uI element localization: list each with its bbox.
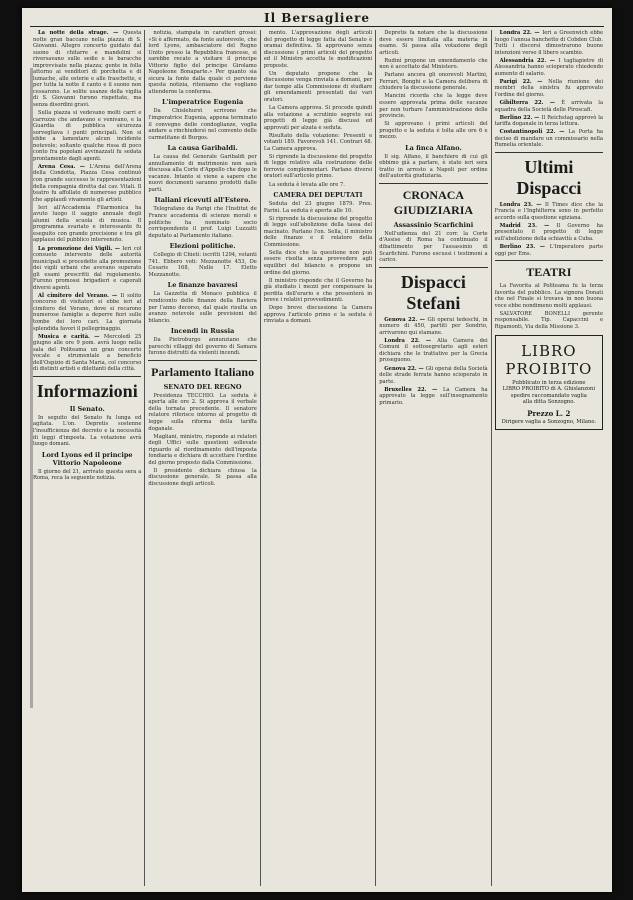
- article-text: Si approvano i primi articoli del progetto e la seduta è tolta alle ore 6 e mezzo.: [379, 121, 488, 141]
- article-paragraph: [495, 311, 603, 331]
- article-paragraph: [379, 154, 487, 180]
- ad-line: LIBRO PROIBITO di A. Ghislanzoni: [502, 386, 596, 393]
- article-paragraph: [148, 291, 256, 324]
- column-5: [491, 30, 606, 886]
- article-paragraph: [264, 305, 372, 325]
- article-text: Sulla piazza si vedevano molti carri e carrozze che andavano e venivano, e la Guardia di pubblica sicurezza sorvegliava i punti principali. Non si ebbe a lamentare alcun incidente notevole; soltanto qualche rissa di poco conto fra popolani avvinazzati fu sedata prontamente dagli agenti.: [33, 110, 142, 162]
- article-text: È arrivata la squadra della Società delle Piroscafi.: [494, 99, 604, 113]
- article-paragraph: [379, 121, 487, 141]
- article-lead: Londra 23. —: [499, 201, 546, 208]
- article-text: Il Governo ha presentato il progetto di legge sull'abolizione della schiavitù a Cuba.: [494, 222, 604, 243]
- article-text: Il Times dice che la Francia e l'Inghilterra sono in perfetto accordo sulla questione egiziana.: [494, 201, 604, 221]
- article-text: La Gazzetta di Monaco pubblica il rendiconto delle finanze della Baviera per l'anno decorso, dal quale risulta un avanzo notevole sulle previsioni del bilancio.: [148, 291, 257, 324]
- article-text: Depretis fa notare che la discussione deve essere limitata alla materia in esame. Si passa alla votazione degli articoli.: [379, 30, 488, 56]
- article-text: Si riprende la discussione del progetto di legge sull'abolizione della tassa del macinato. Parlano l'on. Sella, il ministro delle finanze e il relatore della Commissione.: [263, 215, 373, 248]
- article-text: Il Reichstag approvò la tariffa doganale in terza lettura.: [494, 114, 604, 128]
- article-lead: Genova 22. —: [384, 316, 428, 323]
- article-text: Un deputato propone che la discussione venga rinviata a domani, per dar tempo alla Commissione di studiare gli emendamenti presentati dai vari oratori.: [263, 70, 373, 103]
- section-headline: Parlamento Italiano: [151, 364, 255, 379]
- article-text: SALVATORE BONELLI gerente responsabile. Tip. Capaccini e Ripamonti, Via della Missione 3.: [494, 310, 604, 330]
- article-text: Il giorno del 21, arrivato questa sera a Roma, reca la seguente notizia.: [33, 468, 142, 482]
- article-paragraph: [379, 366, 487, 386]
- article-paragraph: [495, 115, 603, 128]
- article-lead: Londra 22. —: [384, 337, 438, 344]
- article-text: Magliani, ministro, risponde ai relatori degli Uffici sulle questioni sollevate riguardo al riordinamento dell'imposta fondiaria e dichiara di accettare l'ordine del giorno proposto dalla Commissione.: [148, 433, 257, 466]
- article-text: notizia, stampata in caratteri grossi: «Si è affermato, da fonte autorevole, che lord Lyons, ambasciatore del Regno Unito presso la Repubblica francese, si sarebbe recato a visitare il principe Vittorio figlio del principe Girolamo Napoleone Bonaparte.» Per quanto sia sicura la fonte dalla quale ci perviene questa notizia, riteniamo che vogliano attenderne la conferma.: [148, 30, 257, 95]
- ad-line: spedire raccomandato vaglia: [510, 392, 587, 399]
- article-paragraph: [495, 223, 603, 243]
- article-subhead: Elezioni politiche.: [169, 242, 236, 251]
- article-paragraph: [495, 283, 603, 309]
- article-text: Il solito concorso di visitatori si ebbe ieri al cimitero del Verano, dove si recarono numerose famiglie a deporre fiori sulle tombe dei loro cari. La giornata splendida favorì il pellegrinaggio.: [33, 292, 142, 332]
- rule-divider: [379, 267, 487, 268]
- rule-divider: [379, 183, 487, 184]
- article-text: Nella riunione dei membri della sinistra fu approvato l'ordine del giorno.: [494, 78, 604, 98]
- section-headline: CRONACA GIUDIZIARIA: [393, 187, 474, 217]
- article-paragraph: [33, 293, 141, 332]
- article-text: Risultato della votazione: Presenti e votanti 189. Favorevoli 141. Contrari 48. La Camera approva.: [263, 132, 373, 152]
- article-subhead: La finca Alfano.: [405, 143, 462, 152]
- text-columns: [30, 30, 606, 886]
- section-headline: TEATRI: [526, 265, 572, 280]
- article-paragraph: [264, 105, 372, 131]
- masthead: [30, 10, 604, 27]
- article-paragraph: [495, 30, 603, 56]
- advertisement-box: [495, 335, 603, 431]
- section-headline: Ultimi Dispacci: [516, 156, 582, 198]
- article-subhead: Le finanze bavaresi: [167, 281, 238, 290]
- article-paragraph: [33, 205, 141, 244]
- article-lead: Berlino 23. —: [499, 244, 550, 251]
- article-paragraph: [148, 154, 256, 193]
- section-headline: Informazioni: [36, 380, 138, 401]
- article-lead: Parigi 22. —: [499, 78, 549, 85]
- article-text: La Camera ha approvato la legge sull'insegnamento primario.: [379, 386, 488, 406]
- article-paragraph: [148, 337, 256, 357]
- article-paragraph: [264, 182, 372, 189]
- article-paragraph: [379, 58, 487, 71]
- column-4: [375, 30, 490, 886]
- article-lead: Musica e carità. —: [38, 333, 104, 340]
- article-paragraph: [379, 30, 487, 56]
- article-paragraph: [495, 129, 603, 149]
- article-text: mento. L'approvazione degli articoli del progetto di legge fatta dal Senato è oramai definitiva. Si approvano senza discussione i primi articoli del progetto ed il Ministro accetta le modificazioni proposte.: [263, 30, 373, 69]
- column-2: [144, 30, 259, 886]
- article-text: L'Imperatore parte oggi per Ems.: [494, 244, 604, 257]
- ad-title: LIBRO PROIBITO: [505, 341, 593, 378]
- article-text: Sella dice che la questione non può essere risolta senza provvedere agli equilibri del bilancio e propone un ordine del giorno.: [263, 249, 373, 276]
- article-paragraph: [379, 387, 487, 407]
- article-text: Il presidente dichiara chiusa la discussione generale. Si passa alla discussione degli articoli.: [148, 467, 257, 487]
- article-paragraph: [148, 206, 256, 239]
- article-paragraph: [33, 469, 141, 482]
- article-text: La Favorita al Politeama fu la terza favorita del pubblico. La signora Donati che nel Finale si trovava in non buona voce ebbe nondimeno molti applausi.: [494, 283, 604, 309]
- article-lead: Costantinopoli 22. —: [499, 129, 569, 136]
- article-subhead: CAMERA DEI DEPUTATI: [273, 191, 363, 200]
- article-text: In seguito del Senato fu lunga ed agitata. L'on. Depretis sostenne l'insufficienza del decreto e la necessità di leggi d'imposta. La votazione avrà luogo domani.: [33, 414, 142, 448]
- article-paragraph: [148, 108, 256, 141]
- article-lead: La promozione dei Vigili. —: [38, 245, 123, 252]
- article-text: Mercoledì 25 giugno alle ore 9 pom. avrà luogo nella sala del Politeama un gran concerto vocale e strumentale a beneficio dell'Ospizio di Santa Maria, col concorso di distinti artisti e dilettanti della città.: [33, 333, 142, 373]
- article-lead: Arena Cesa. —: [38, 163, 90, 170]
- newspaper-page: [22, 8, 612, 892]
- article-paragraph: [379, 231, 487, 264]
- article-text: Ieri a Greenwich ebbe luogo l'annua banchetto di Cobden Club. Tutti i discorsi dimostrarono buone intenzioni verso il libero scambio.: [494, 30, 604, 56]
- article-paragraph: [33, 30, 141, 109]
- article-text: La Camera approva. Si procede quindi alla votazione a scrutinio segreto sui progetti di legge già discussi ed approvati per alzata e seduta.: [263, 105, 373, 131]
- article-paragraph: [148, 393, 256, 432]
- article-paragraph: [495, 58, 603, 78]
- article-lead: Gibilterra 22. —: [499, 99, 562, 106]
- article-paragraph: [33, 246, 141, 292]
- article-subhead: SENATO DEL REGNO: [163, 382, 242, 391]
- article-lead: La notte della strage. —: [38, 30, 123, 36]
- ad-line: Pubblicato in terza edizione: [512, 379, 586, 386]
- masthead-title: Il Bersagliere: [263, 11, 371, 25]
- article-paragraph: [495, 244, 603, 257]
- article-paragraph: [148, 468, 256, 488]
- article-text: Rudinì propone un emendamento che non è accettato dal Ministero.: [379, 57, 488, 71]
- article-paragraph: [148, 434, 256, 467]
- article-paragraph: [379, 317, 487, 337]
- article-text: Telegrafano da Parigi che l'Institut de France accademia di scienze morali e politiche ha nominato socio corrispondente il prof. Luigi Luzzatti deputato al Parlamento italiano.: [148, 206, 257, 239]
- article-text: La Porta ha deciso di mandare un commissario nella Rumelia orientale.: [494, 129, 604, 149]
- article-text: Il sig. Alfano, il banchiere di cui gli ebbimo già a parlare, è stato ieri sera tratto in arresto a Napoli per ordine dell'autorità giudiziaria.: [379, 153, 488, 180]
- article-subhead: Incendi in Russia: [170, 327, 235, 336]
- article-text: Gli operai tedeschi, in numero di 450, partiti per Sondrio, arrivarono qui stamane.: [379, 316, 488, 336]
- ad-price: Prezzo L. 2: [527, 408, 571, 418]
- article-text: Il ministro risponde che il Governo ha già studiato i mezzi per compensare la perdita dell'erario e che presenterà in breve i relativi provvedimenti.: [263, 277, 373, 304]
- article-text: Da Chislehurst scrivono che l'imperatrice Eugenia, appena terminato il convegno delle condoglianze, voglia andare a rinchiudersi nel convento delle carmelitane di Burgos.: [148, 108, 257, 141]
- article-lead: Berlino 22. —: [499, 114, 542, 121]
- article-paragraph: [495, 79, 603, 99]
- article-paragraph: [264, 133, 372, 153]
- article-paragraph: [33, 164, 141, 203]
- article-subhead: Assassinio Scarfichini: [393, 220, 474, 229]
- article-paragraph: [264, 278, 372, 304]
- article-text: Mancini ricorda che la legge deve essere approvata prima delle vacanze per non turbare l'amministrazione delle provincie.: [379, 93, 488, 120]
- section-headline: Dispacci Stefani: [400, 271, 466, 313]
- article-paragraph: [264, 71, 372, 104]
- article-subhead: L'imperatrice Eugenia: [161, 98, 244, 107]
- article-text: Questa notte gran baccano nella piazza di S. Giovanni. Allegro concerto guidato dal suono di chitarre e mandolini si riversavano sulle sedie e le baracche improvvisate nella piazza; gente in folla attorno ai venditori di porchetta e di lumache, alle osterie e alle fraschette, e per tutta la notte il canto e il suono non cessarono. Le solite usanze della vigilia di S. Giovanni furono rispettate, ma senza disordini gravi.: [33, 30, 142, 109]
- article-paragraph: [33, 110, 141, 162]
- column-3: [260, 30, 375, 886]
- rule-divider: [33, 376, 141, 377]
- article-paragraph: [379, 93, 487, 119]
- rule-divider: [495, 260, 603, 261]
- article-text: Si riprende la discussione del progetto di legge relativo alla costruzione delle ferrovie complementari. Parlano diversi oratori sull'articolo primo.: [263, 153, 373, 180]
- article-paragraph: [495, 100, 603, 113]
- article-paragraph: [33, 415, 141, 448]
- article-text: Parlano ancora gli onorevoli Martini, Ferrari, Bonghi e la Camera delibera di chiudere la discussione generale.: [379, 72, 488, 92]
- article-text: Collegio di Chieti: iscritti 1294, votanti 741. Ebbero voti: Mezzanotte 453, De Cesaris 168, Nulle 17. Eletto Mezzanotte.: [148, 252, 257, 278]
- article-paragraph: [264, 250, 372, 276]
- article-paragraph: [33, 334, 141, 373]
- article-text: L'Arena dell'Arena della Condotta, Piazza Cesa continuò con grande successo le rappresentazioni della compagnia diretta dal cav. Vitali. Il teatro fu affollato di numeroso pubblico che applaudì vivamente gli artisti.: [33, 163, 142, 203]
- article-subhead: Italiani ricevuti all'Estero.: [154, 196, 251, 205]
- article-lead: Alessandria 22. —: [499, 57, 559, 64]
- article-paragraph: [264, 30, 372, 69]
- article-paragraph: [379, 338, 487, 364]
- article-text: Da Pietroburgo annunziano che parecchi villaggi del governo di Samara furono distrutti da violenti incendi.: [148, 337, 257, 357]
- article-subhead: Lord Lyons ed il principe Vittorio Napoleone: [41, 450, 133, 467]
- article-text: La causa del Generale Garibaldi per annullamento di matrimonio non sarà discussa alla Corte d'Appello che dopo le vacanze. Intanto si viene a sapere che nuovi documenti saranno prodotti dalle parti.: [148, 154, 257, 193]
- article-lead: Londra 22. —: [499, 30, 543, 36]
- article-text: Gli operai della Società delle strade ferrate hanno scioperato in parte.: [379, 365, 488, 385]
- article-text: Ieri all'Accademia Filarmonica ha avuto luogo il saggio annuale degli alunni della scuola di musica. Il programma svariato e interessante fu eseguito con grande precisione e tra gli applausi del pubblico intervenuto.: [33, 204, 142, 244]
- article-subhead: Il Senato.: [69, 404, 105, 413]
- article-paragraph: [379, 72, 487, 92]
- article-lead: Al cimitero del Verano. —: [38, 292, 121, 299]
- ad-footer: Dirigere vaglia a Sonzogno, Milano.: [501, 418, 597, 425]
- article-lead: Genova 22. —: [384, 365, 426, 372]
- article-paragraph: [148, 252, 256, 278]
- article-text: La seduta è levata alle ore 7.: [268, 181, 345, 188]
- ad-line: alla ditta Sonzogno.: [522, 399, 575, 406]
- column-1: [30, 30, 144, 886]
- article-text: Nell'udienza del 21 corr. la Corte d'Assise di Roma ha continuato il dibattimento per l'assassinio di Scarfichini. Furono escussi i testimoni a carico.: [379, 230, 488, 264]
- article-lead: Madrid 23. —: [499, 222, 557, 229]
- article-paragraph: [264, 216, 372, 249]
- article-paragraph: [264, 154, 372, 180]
- article-paragraph: [148, 30, 256, 95]
- article-subhead: La causa Garibaldi.: [167, 144, 238, 153]
- rule-divider: [495, 152, 603, 153]
- article-text: I tagliapietre di Alessandria hanno scioperato chiedendo aumento di salario.: [494, 57, 604, 77]
- article-text: Ieri col consueto intervento delle autorità municipali si procedette alla promozione dei vigili urbani che avevano superato gli esami prescritti dal regolamento. Furono promossi brigadieri e caporali diversi agenti.: [33, 245, 142, 291]
- article-paragraph: [495, 202, 603, 222]
- rule-divider: [148, 360, 256, 361]
- article-text: Dopo breve discussione la Camera approva l'articolo primo e la seduta è rinviata a domani.: [263, 305, 373, 325]
- article-text: Alla Camera dei Comuni il sottosegretario agli esteri dichiara che le trattative per la Grecia proseguono.: [379, 337, 488, 364]
- article-text: Seduta del 23 giugno 1879. Pres. Farini. La seduta è aperta alle 10.: [263, 201, 373, 214]
- article-lead: Bruxelles 22. —: [384, 386, 443, 393]
- article-text: Presidenza TECCHIO. La seduta è aperta alle ore 2. Si approva il verbale della tornata precedente. Il senatore relatore riferisce intorno al progetto di legge sulla riforma della tariffa doganale.: [148, 392, 257, 432]
- article-paragraph: [264, 201, 372, 214]
